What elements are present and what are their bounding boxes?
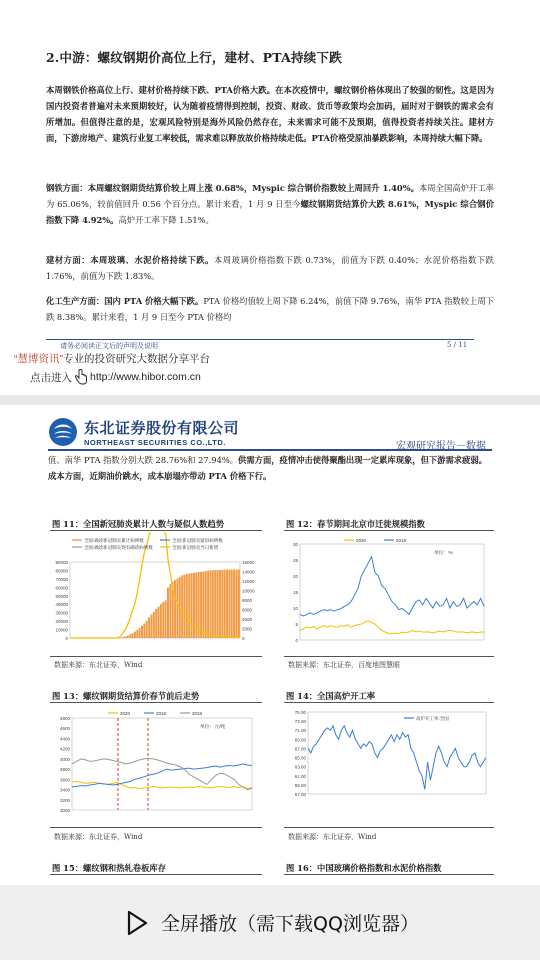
fig11-cumulative-bar [226,570,228,638]
fig11-cumulative-bar [224,570,226,638]
fig11-cumulative-bar [231,570,233,638]
steel-bold-1: 钢铁方面：本周螺纹钢期货结算价较上周上涨 0.68%，Myspic 综合钢价指数较上周回升 1.40%。 [46,183,419,193]
fig12-chart [284,532,494,654]
hand-pointer-icon [74,369,88,385]
fig11-right-tick-label: 6000 [242,607,253,613]
fig13-tick-label: 4400 [59,736,70,742]
building-bold: 建材方面：本周玻璃、水泥价格持续下跌。 [46,255,214,265]
fig11-cumulative-bar [125,636,127,638]
fig13-source: 数据来源：东北证券，Wind [54,833,143,841]
footer-disclaimer: 请务必阅读正文后的声明及说明 [60,342,158,350]
chemical-bold: 化工生产方面：国内 PTA 价格大幅下跌。 [46,296,204,306]
fig11-right-tick-label: 0 [242,636,245,641]
logo-english-name: NORTHEAST SECURITIES CO.,LTD. [84,438,226,447]
fig14-tick-label: 69.00 [294,737,306,743]
fig11-left-tick-label: 50000 [55,593,68,599]
fig11-cumulative-bar [217,570,219,638]
fig11-cumulative-bar [129,634,131,638]
fig11-top-rule [50,530,262,531]
paragraph-building-materials [46,252,494,284]
fig13-tick-label: 3800 [59,767,70,773]
page-number: 5 / 11 [447,341,468,349]
fig11-cumulative-bar [120,637,122,638]
fig11-cumulative-bar [214,570,216,638]
steel-text-2: 高炉开工率下降 1.51%。 [118,215,214,225]
fig14-source: 数据来源：东北证券，Wind [288,833,377,841]
fig11-cumulative-bar [141,626,143,638]
hibor-brand: “慧博资讯” [14,353,63,365]
fig11-cumulative-bar [238,569,240,638]
fig14-tick-label: 59.00 [294,782,306,788]
fig11-legend-0-label: 全国:确诊新冠肺炎累计病例数 [84,537,144,543]
fig13-line-2019 [72,764,252,787]
fig11-bottom-rule [50,656,262,657]
fig12-line-2019 [300,557,484,616]
fig11-cumulative-bar [150,614,152,638]
play-icon [121,908,151,938]
fig11-cumulative-bar [146,621,148,638]
fig14-chart [284,704,494,826]
fig11-title: 图 11：全国新冠肺炎累计人数与疑似人数趋势 [52,519,225,529]
fig11-cumulative-bar [139,628,141,638]
fig11-cumulative-bar [143,623,145,638]
fig11-left-tick-label: 60000 [55,585,68,591]
logo-chinese-name: 东北证券股份有限公司 [84,420,240,437]
paragraph-pta-continued [48,452,494,484]
fig11-cumulative-bar [162,602,164,638]
fig11-cumulative-bar [158,607,160,638]
fig11-legend-2-label: 全国:确诊新冠肺炎现有确诊病例数 [84,544,153,550]
fig11-right-tick-label: 8000 [242,598,253,603]
fig13-title: 图 13：螺纹钢期货结算价春节前后走势 [52,691,200,701]
fig13-chart [50,704,262,826]
fig14-title: 图 14：全国高炉开工率 [286,691,376,701]
fig11-right-tick-label: 10000 [242,588,255,594]
fig12-bottom-rule [284,656,494,657]
fig11-cumulative-bar [127,636,129,638]
fig11-cumulative-bar [167,588,169,638]
page-separator [0,395,540,405]
paragraph-steel [46,180,494,228]
hibor-tagline: 专业的投资研究大数据分享平台 [63,353,210,365]
fig11-cumulative-bar [188,574,190,638]
fig11-cumulative-bar [186,574,188,638]
fig11-left-tick-label: 40000 [55,602,68,608]
fig12-tick-label: 20 [292,574,298,579]
fig12-tick-label: 30 [292,542,298,547]
fig14-tick-label: 63.00 [294,764,306,770]
hibor-ad [14,351,210,366]
fig12-title: 图 12：春节期间北京市迁徙规模指数 [286,519,425,529]
fig11-cumulative-bar [221,570,223,638]
fig11-cumulative-bar [134,631,136,638]
fig11-cumulative-bar [200,572,202,638]
report-type-label: 宏观研究报告－数据 [396,441,486,452]
fig11-chart [50,532,262,654]
header-divider [48,449,492,451]
fig11-cumulative-bar [212,570,214,638]
fig13-tick-label: 4200 [59,746,70,752]
fig11-cumulative-bar [235,570,237,638]
fig14-top-rule [284,702,494,703]
fig11-right-tick-label: 16000 [242,560,255,565]
fig14-tick-label: 65.00 [294,755,306,761]
fig13-tick-label: 4800 [59,716,70,721]
fig11-cumulative-bar [202,571,204,638]
fig11-legend-3-label: 全国:新冠肺炎当日新增 [172,544,219,550]
fig13-tick-label: 4000 [59,756,70,762]
fig12-legend-2020-label: 2020 [356,537,367,543]
fig14-line-blast-furnace [308,726,486,790]
northeast-securities-logo-icon [48,417,78,447]
fig11-left-tick-label: 30000 [55,610,68,616]
fig11-right-tick-label: 14000 [242,569,255,575]
fig14-tick-label: 73.00 [294,719,306,725]
fig11-cumulative-bar [148,617,150,638]
fig11-cumulative-bar [210,570,212,638]
fig12-legend-2019-label: 2019 [396,537,407,543]
fig15-title: 图 15：螺纹钢和热轧卷板库存 [52,863,166,873]
fig16-title: 图 16：中国玻璃价格指数和水泥价格指数 [286,863,442,873]
fig11-left-tick-label: 10000 [55,627,68,633]
building-text: 本周玻璃价格指数下跌 0.73%，前值为下跌 0.40%；水泥价格指数下跌 1.76%，前值为下跌 1.83%。 [46,255,494,281]
fullscreen-play-bar[interactable] [0,885,540,960]
fig11-cumulative-bar [228,570,230,638]
paragraph-chemical [46,293,494,325]
fig11-cumulative-bar [233,570,235,638]
fig12-unit-label: 单位：% [434,551,453,556]
fig12-tick-label: 15 [292,590,298,595]
fig11-cumulative-bar [193,573,195,638]
fig13-unit-label: 单位：元/吨 [200,725,226,730]
fig13-legend-2019-label: 2019 [156,710,167,716]
fig12-plot-frame [300,544,484,640]
fig11-left-tick-label: 70000 [55,576,68,582]
fig13-plot-frame [72,718,252,810]
fig11-cumulative-bar [136,630,138,638]
fig11-legend-1-label: 全国:新冠肺炎疑似病例数 [172,537,223,543]
fig14-bottom-rule [284,827,494,828]
hibor-url: http://www.hibor.com.cn [90,371,201,383]
fig11-cumulative-bar [153,612,155,638]
steel-bold-2: 螺纹钢期货结算价大跌 8.61%，Myspic 综合钢价指数下降 4.92%。 [46,199,494,225]
paragraph-summary [46,82,494,146]
fullscreen-play-label: 全屏播放（需下载QQ浏览器） [161,913,419,935]
fig11-cumulative-bar [132,633,134,638]
fig11-cumulative-bar [184,575,186,638]
fig11-cumulative-bar [207,571,209,638]
fig14-tick-label: 61.00 [294,773,306,779]
fig11-cumulative-bar [160,604,162,638]
fig11-left-tick-label: 0 [65,636,68,641]
fig11-right-tick-label: 12000 [242,579,255,584]
fig11-right-tick-label: 2000 [242,626,253,632]
fig11-cumulative-bar [191,573,193,638]
chemical-text: PTA 价格均值较上周下降 6.24%，前值下降 9.76%，南华 PTA 指数较上周下跌 8.38%。累计来看，1 月 9 日至今 PTA 价格均 [46,296,494,322]
fig13-top-rule [50,702,262,703]
fig13-tick-label: 4600 [59,726,70,732]
fig11-right-tick-label: 4000 [242,617,253,622]
fig12-tick-label: 5 [295,622,298,627]
pta-bold: 供需方面，疫情冲击使得聚酯出现一定累库现象，但下游需求疲弱。成本方面，近期油价跳水，成本崩塌亦带动 PTA 价格下行。 [48,455,487,481]
fig12-tick-label: 10 [292,606,298,611]
fig11-left-tick-label: 90000 [55,560,68,565]
fig12-tick-label: 0 [295,638,298,643]
fig11-cumulative-bar [155,609,157,638]
footer-divider [46,339,474,340]
fig16-top-rule [284,874,494,875]
pta-text: 值、南华 PTA 指数分别大跌 28.76%和 27.94%。 [48,455,239,465]
fig13-legend-2018-label: 2018 [192,710,203,716]
fig11-cumulative-bar [122,637,124,638]
fig14-tick-label: 75.00 [294,710,306,715]
fig12-top-rule [284,530,494,531]
fig11-cumulative-bar [174,580,176,638]
fig11-cumulative-bar [165,600,167,638]
fig11-source: 数据来源：东北证券，Wind [54,661,143,669]
fig11-cumulative-bar [176,578,178,638]
document-page-2 [0,405,540,960]
section-title: 2.中游：螺纹钢期价高位上行，建材、PTA持续下跌 [46,50,342,65]
document-page-1 [0,0,540,395]
fig11-cumulative-bar [205,571,207,638]
fig14-legend-label: 高炉开工率:全国 [416,715,449,721]
fig13-tick-label: 3200 [59,797,70,803]
hibor-link-prefix: 点击进入 [30,371,72,384]
fig11-left-tick-label: 20000 [55,619,68,625]
fig14-tick-label: 57.00 [294,792,306,797]
hibor-link[interactable] [30,369,201,385]
fig13-tick-label: 3600 [59,777,70,783]
fig15-top-rule [50,874,262,875]
fig11-left-tick-label: 80000 [55,568,68,574]
fig13-bottom-rule [50,827,262,828]
fig14-tick-label: 71.00 [294,728,306,734]
fig14-plot-frame [308,712,486,794]
fig13-line-2020 [72,781,252,788]
fig14-tick-label: 67.00 [294,746,306,752]
company-logo [48,417,239,447]
fig11-cumulative-bar [181,575,183,638]
fig12-line-2020 [300,621,484,634]
fig13-legend-2020-label: 2020 [120,710,131,716]
steel-text-1: 本周全国高炉开工率为 65.06%，较前值回升 0.56 个百分点。累计来看，1 月 9 日至今 [46,183,494,209]
fig13-tick-label: 3400 [59,787,70,793]
paragraph-summary-text: 本周钢铁价格高位上行、建材价格持续下跌、PTA价格大跌。在本次疫情中，螺纹钢价格体现出了较强的韧性。这是因为国内投资者普遍对未来预期较好，认为随着疫情得到控制，投资、财政、货币等政策均会加码，届时对于钢铁的需求会有所增加。但值得注意的是，宏观风险特别是海外风险仍然存在，未来需求可能不及预期，值得投资者持续关注。建材方面，下游房地产、建筑行业复工率较低，需求难以释放故价格持续走低。PTA价格受原油暴跌影响，本周持续大幅下降。 [46,85,494,143]
fig13-line-2018 [72,758,252,789]
fig11-cumulative-bar [219,570,221,638]
fig12-source: 数据来源：东北证券，百度地图慧眼 [288,661,400,669]
fig13-tick-label: 3000 [59,808,70,813]
fig12-tick-label: 25 [292,558,298,563]
fig11-cumulative-bar [169,584,171,638]
